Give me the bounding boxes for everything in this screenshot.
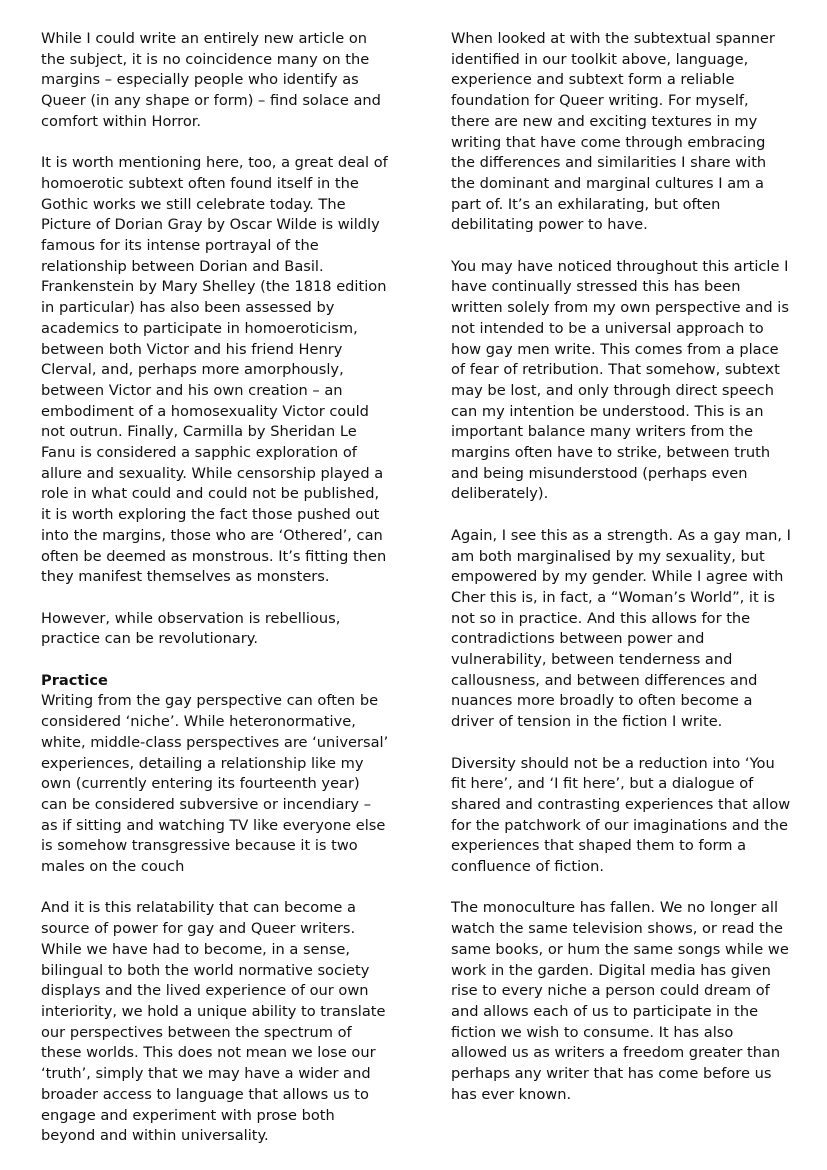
- paragraph-relatability: And it is this relatability that can become a source of power for gay and Queer writers. While we have had to become, in a sense, bilingual to both the world normative society displays and the lived experience of our own interiority, we hold a unique ability to translate our perspectives between the spectrum of these worlds. This does not mean we lose our ‘truth’, simply that we may have a wider and broader access to language that allows us to engage and experiment with prose both beyond and within universality.: [41, 899, 386, 1145]
- paragraph-observation-practice: However, while observation is rebellious, practice can be revolutionary.: [41, 609, 341, 648]
- paragraph-subtextual-spanner: When looked at with the subtextual spanner identified in our toolkit above, language, experience and subtext form a reliable foundation for Queer writing. For myself, there are new and exciting textures in my writing that have come through embracing the differences and similarities I share with the dominant and marginal cultures I am a part of. It’s an exhilarating, but often debilitating power to have.: [451, 30, 775, 234]
- paragraph-strength: Again, I see this as a strength. As a gay man, I am both marginalised by my sexuality, but empowered by my gender. While I agree with Cher this is, in fact, a “Woman’s World”, it is not so in practice. And this allows for the contradictions between power and vulnerability, between tenderness and callousness, and between differences and nuances more broadly to often become a driver of tension in the fiction I write.: [451, 526, 791, 731]
- paragraph-gay-perspective: Writing from the gay perspective can often be considered ‘niche’. While heteronormative, white, middle-class perspectives are ‘universal’ experiences, detailing a relationship like my own (currently entering its fourteenth year) can be considered subversive or incendiary – as if sitting and watching TV like everyone else is somehow transgressive because it is two males on the couch: [41, 692, 389, 876]
- paragraph-gothic-subtext: It is worth mentioning here, too, a great deal of homoerotic subtext often found itself in the Gothic works we still celebrate today. The Picture of Dorian Gray by Oscar Wilde is wildly famous for its intense portrayal of the relationship between Dorian and Basil. Frankenstein by Mary Shelley (the 1818 edition in particular) has also been assessed by academics to participate in homoeroticism, between both Victor and his friend Henry Clerval, and, perhaps more amorphously, between Victor and his own creation – an embodiment of a homosexuality Victor could not outrun. Finally, Carmilla by Sheridan Le Fanu is considered a sapphic exploration of allure and sexuality. While censorship played a role in what could and could not be published, it is worth exploring the fact those pushed out into the margins, those who are ‘Othered’, can often be deemed as monstrous. It’s fitting then they manifest themselves as monsters.: [41, 154, 388, 586]
- paragraph-own-perspective: You may have noticed throughout this article I have continually stressed this has been written solely from my own perspective and is not intended to be a universal approach to how gay men write. This comes from a place of fear of retribution. That somehow, subtext may be lost, and only through direct speech can my intention be understood. This is an important balance many writers from the margins often have to strike, between truth and being misunderstood (perhaps even deliberately).: [451, 257, 789, 503]
- paragraph-monoculture: The monoculture has fallen. We no longer all watch the same television shows, or read the same books, or hum the same songs while we work in the garden. Digital media has given rise to every niche a person could dream of and allows each of us to participate in the fiction we wish to consume. It has also allowed us as writers a freedom greater than perhaps any writer that has come before us has ever known.: [451, 899, 789, 1103]
- paragraph-horror-margins: While I could write an entirely new article on the subject, it is no coincidence many on the margins – especially people who identify as Queer (in any shape or form) – find solace and comfort within Horror.: [41, 30, 381, 130]
- paragraph-diversity: Diversity should not be a reduction into ‘You fit here’, and ‘I fit here’, but a dialogue of shared and contrasting experiences that allow for the patchwork of our imaginations and the experiences that shaped them to form a confluence of fiction.: [451, 754, 791, 876]
- section-heading-practice: Practice: [41, 671, 108, 689]
- left-column: [41, 29, 389, 1168]
- right-column: [451, 29, 791, 1126]
